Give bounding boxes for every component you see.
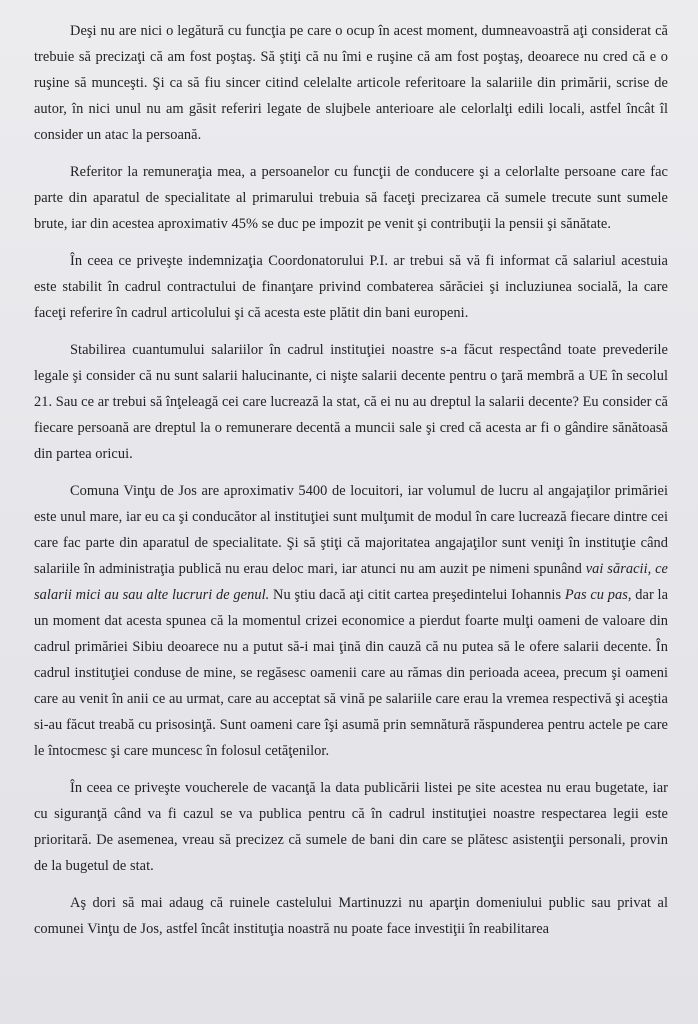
- text-run: Nu ştiu dacă aţi citit cartea preşedintelui Iohannis: [269, 587, 565, 603]
- text-run: În ceea ce priveşte voucherele de vacanţă la data publicării listei pe site acestea nu erau bugetate, iar cu siguranţă când va fi cazul se va publica pentru că în cadrul instituţiei noastre respectarea legii este prioritară. De asemenea, vreau să precizez că sumele de bani din care se plătesc asistenţii personali, provin de la bugetul de stat.: [34, 780, 668, 874]
- text-run: Stabilirea cuantumului salariilor în cadrul instituţiei noastre s-a făcut respectând toate prevederile legale şi consider că nu sunt salarii halucinante, ci nişte salarii decente pentru o ţară membră a UE în secolul 21. Sau ce ar trebui să înţeleagă cei care lucrează la stat, că ei nu au dreptul la salarii decente? Eu consider că fiecare persoană are dreptul la o remunerare decentă a muncii sale şi cred că acesta ar fi o gândire sănătoasă din partea oricui.: [34, 342, 668, 462]
- italic-text: vai săracii, ce salarii mici au sau alte lucruri de genul.: [34, 561, 668, 603]
- paragraph-2: [34, 159, 668, 237]
- paragraph-1: [34, 18, 668, 148]
- paragraph-4: [34, 337, 668, 467]
- paragraph-5: [34, 478, 668, 764]
- text-run: Deşi nu are nici o legătură cu funcţia pe care o ocup în acest moment, dumneavoastră aţi considerat că trebuie să precizaţi că am fost poştaş. Să ştiţi că nu îmi e ruşine că am fost poştaş, deoarece nu cred că e o ruşine să munceşti. Şi ca să fiu sincer citind celelalte articole referitoare la salariile din primării, scrise de autor, în nici unul nu am găsit referiri legate de slujbele anterioare ale celorlalţi edili locali, astfel încât îl consider un atac la persoană.: [34, 23, 668, 143]
- text-run: Referitor la remuneraţia mea, a persoanelor cu funcţii de conducere şi a celorlalte persoane care fac parte din aparatul de specialitate al primarului trebuia să faceţi precizarea că sumele trecute sunt sumele brute, iar din acestea aproximativ 45% se duc pe impozit pe venit şi contribuţii la pensii şi sănătate.: [34, 164, 668, 232]
- text-run: Comuna Vinţu de Jos are aproximativ 5400 de locuitori, iar volumul de lucru al angajaţilor primăriei este unul mare, iar eu ca şi conducător al instituţiei sunt mulţumit de modul în care lucrează fiecare dintre cei care fac parte din aparatul de specialitate. Şi să ştiţi că majoritatea angajaţilor sunt veniţi în instituţie când salariile în administraţia publică nu erau deloc mari, iar atunci nu am auzit pe nimeni spunând: [34, 483, 668, 577]
- text-run: Aş dori să mai adaug că ruinele castelului Martinuzzi nu aparţin domeniului public sau privat al comunei Vinţu de Jos, astfel încât instituţia noastră nu poate face investiţii în reabilitarea: [34, 895, 668, 937]
- text-run: , dar la un moment dat acesta spunea că la momentul crizei economice a pierdut foarte mulţi oameni de valoare din cadrul primăriei Sibiu deoarece nu a putut să-i mai ţină din cauză că nu putea să le ofere salarii decente. În cadrul instituţiei conduse de mine, se regăsesc oamenii care au rămas din perioada aceea, precum şi oameni care au venit în anii ce au urmat, care au acceptat să vină pe salariile care erau la vremea respectivă şi aceştia si-au făcut treabă cu prisosinţă. Sunt oameni care îşi asumă prin semnătură răspunderea pentru actele pe care le întocmesc şi care muncesc în folosul cetăţenilor.: [34, 587, 669, 759]
- paragraph-6: [34, 775, 668, 879]
- paragraph-7: [34, 890, 668, 942]
- text-run: În ceea ce priveşte indemnizaţia Coordonatorului P.I. ar trebui să vă fi informat că salariul acestuia este stabilit în cadrul contractului de finanţare privind combaterea sărăciei şi incluziunea socială, la care faceţi referire în cadrul articolului şi că acesta este plătit din bani europeni.: [34, 253, 668, 321]
- italic-text: Pas cu pas: [564, 587, 628, 603]
- document-body: [34, 18, 668, 953]
- paragraph-3: [34, 248, 668, 326]
